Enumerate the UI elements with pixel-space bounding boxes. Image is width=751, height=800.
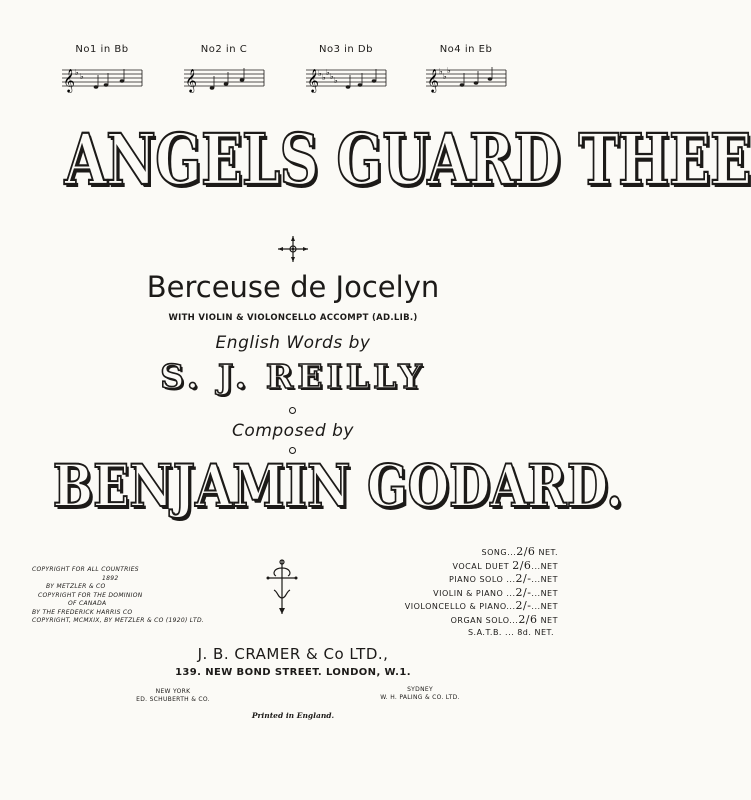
copyright-line: BY METZLER & CO [46, 583, 106, 590]
price-value: 2/6 [512, 558, 532, 572]
subtitle: Berceuse de Jocelyn [146, 270, 440, 304]
svg-text:♭: ♭ [439, 67, 443, 76]
printed-in-note: Printed in England. [251, 711, 335, 720]
accompaniment-note: WITH VIOLIN & VIOLONCELLO ACCOMPT (AD.LIB.) [168, 313, 418, 323]
svg-text:♭: ♭ [80, 72, 84, 81]
lyricist-name: S. J. REILLY [160, 357, 426, 396]
key-1-staff [60, 60, 144, 94]
svg-text:♭: ♭ [326, 68, 330, 77]
price-net: NET. [534, 628, 554, 637]
price-row: SONG...2/6 NET. [481, 545, 558, 558]
price-row: VIOLONCELLO & PIANO...2/-...NET [404, 599, 558, 612]
svg-text:𝄞: 𝄞 [427, 68, 439, 92]
song-title: ANGELS GUARD THEE [64, 118, 751, 201]
price-item: ORGAN SOLO [450, 615, 510, 625]
agent-city: SYDNEY [407, 686, 433, 693]
key-2-incipit [182, 44, 266, 100]
price-value: 2/6 [516, 545, 536, 558]
svg-text:𝄞: 𝄞 [63, 68, 75, 92]
copyright-line: 1892 [102, 574, 119, 582]
price-item: S.A.T.B. [467, 628, 502, 637]
words-by-line: English Words by [215, 333, 371, 353]
price-value: 2/6 [518, 612, 538, 626]
price-row: S.A.T.B. ... 8d. NET. [467, 628, 554, 637]
copyright-line: OF CANADA [68, 600, 107, 607]
lyre-ornament-icon [262, 556, 302, 616]
key-4-staff [424, 60, 508, 94]
copyright-line: BY THE FREDERICK HARRIS CO [32, 608, 133, 616]
key-2-staff [182, 60, 266, 94]
price-row: ORGAN SOLO...2/6 NET [450, 612, 558, 626]
composed-by-line: Composed by [232, 421, 354, 441]
price-item: VOCAL DUET [452, 561, 510, 571]
agent-firm: W. H. PALING & CO. LTD. [380, 694, 460, 701]
price-row: VOCAL DUET 2/6...NET [452, 558, 558, 572]
svg-text:♭: ♭ [75, 68, 79, 77]
key-4-incipit [424, 44, 508, 100]
price-net: NET. [538, 548, 558, 557]
copyright-line: COPYRIGHT, MCMXIX, BY METZLER & CO (1920) LTD. [32, 617, 205, 624]
copyright-line: COPYRIGHT FOR ALL COUNTRIES [32, 566, 139, 573]
price-net: NET [540, 588, 558, 598]
svg-text:𝄞: 𝄞 [307, 68, 319, 92]
key-4-label: No4 in Eb [439, 44, 493, 55]
composer-name: BENJAMIN GODARD. [52, 452, 623, 520]
agent-new-york [108, 688, 238, 704]
key-2-label: No2 in C [200, 44, 248, 55]
price-item: PIANO SOLO [449, 575, 504, 584]
svg-text:♭: ♭ [334, 76, 338, 85]
price-value: 2/- [515, 572, 532, 585]
price-net: NET [540, 561, 558, 571]
key-3-staff [304, 60, 388, 94]
copyright-line: COPYRIGHT FOR THE DOMINION [38, 591, 143, 599]
agent-sydney [345, 686, 495, 702]
key-1-label: No1 in Bb [75, 44, 129, 55]
svg-text:♭: ♭ [318, 69, 322, 78]
price-item: VIOLONCELLO & PIANO [404, 602, 507, 611]
publisher-name: J. B. CRAMER & Co LTD., [197, 645, 389, 663]
svg-text:♭: ♭ [330, 72, 334, 81]
svg-text:𝄞: 𝄞 [185, 68, 197, 92]
svg-text:♭: ♭ [447, 66, 451, 75]
price-value: 2/- [515, 585, 532, 599]
price-net: NET [540, 575, 558, 584]
divider-dot [289, 407, 296, 414]
svg-text:♭: ♭ [322, 73, 326, 82]
price-row: PIANO SOLO ...2/-...NET [449, 572, 558, 585]
svg-text:♭: ♭ [443, 72, 447, 81]
key-1-incipit [60, 44, 144, 100]
agent-city: NEW YORK [155, 688, 191, 695]
price-net: NET [540, 615, 558, 625]
price-item: SONG [481, 548, 508, 557]
price-list [358, 545, 558, 640]
price-row: VIOLIN & PIANO ...2/-...NET [433, 585, 558, 599]
ornament-star-icon [274, 234, 312, 264]
price-item: VIOLIN & PIANO [433, 588, 504, 598]
key-3-label: No3 in Db [319, 44, 373, 55]
price-value: 2/- [515, 599, 532, 612]
key-3-incipit [304, 44, 388, 100]
publisher-address: 139. NEW BOND STREET. LONDON, W.1. [175, 667, 411, 678]
copyright-notice [32, 566, 252, 626]
price-net: NET [540, 602, 558, 611]
agent-firm: ED. SCHUBERTH & CO. [136, 696, 210, 703]
price-value: 8d. [517, 628, 532, 637]
